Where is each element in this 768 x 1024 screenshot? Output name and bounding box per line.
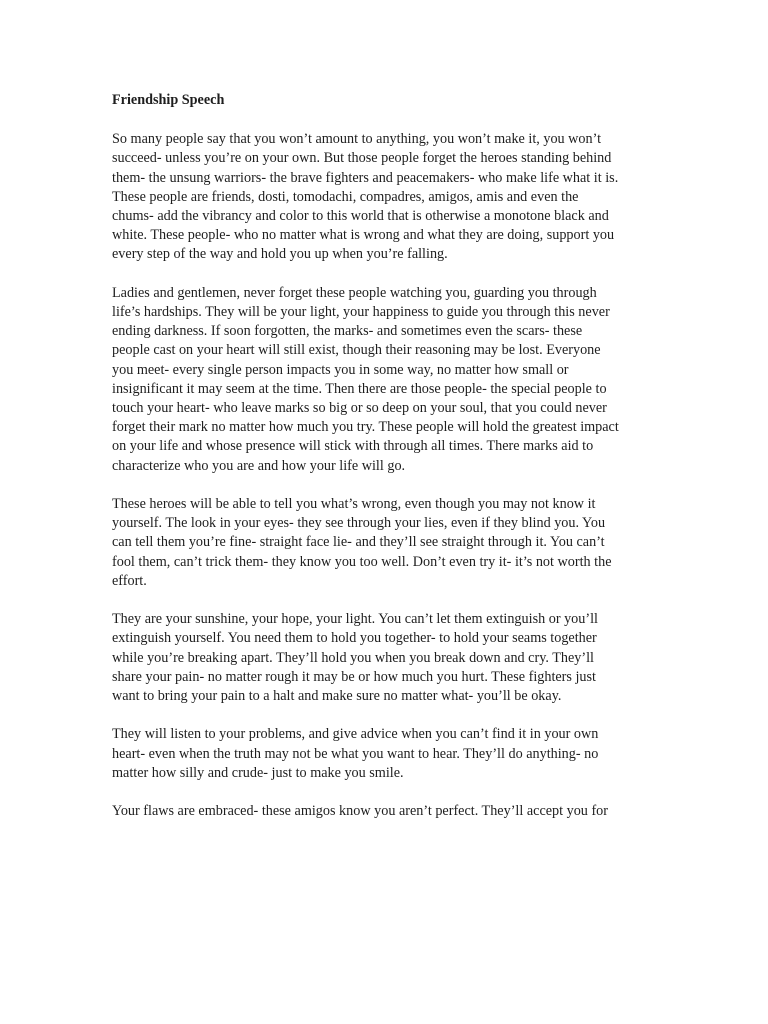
text-line: Ladies and gentlemen, never forget these people watching you, guarding you through xyxy=(112,284,597,301)
text-line: These heroes will be able to tell you what’s wrong, even though you may not know it xyxy=(112,496,596,513)
text-line: insignificant it may seem at the time. Then there are those people- the special people to xyxy=(112,380,607,397)
text-line: ending darkness. If soon forgotten, the marks- and sometimes even the scars- these xyxy=(112,323,583,340)
text-line: can tell them you’re fine- straight face lie- and they’ll see straight through it. You can’t xyxy=(112,534,605,551)
text-line: yourself. The look in your eyes- they see through your lies, even if they blind you. You xyxy=(112,515,606,532)
text-line: effort. xyxy=(112,572,147,589)
text-line: touch your heart- who leave marks so big or so deep on your soul, that you could never xyxy=(112,400,607,417)
text-line: matter how silly and crude- just to make you smile. xyxy=(112,764,404,781)
text-line: characterize who you are and how your life will go. xyxy=(112,457,406,474)
document-body xyxy=(112,91,672,841)
text-line: They will listen to your problems, and give advice when you can’t find it in your own xyxy=(112,726,599,743)
text-line: So many people say that you won’t amount to anything, you won’t make it, you won’t xyxy=(112,131,602,148)
text-line: forget their mark no matter how much you try. These people will hold the greatest impact xyxy=(112,419,619,436)
text-line: them- the unsung warriors- the brave fighters and peacemakers- who make life what it is. xyxy=(112,169,619,186)
paragraph-2 xyxy=(112,284,672,476)
text-line: extinguish yourself. You need them to hold you together- to hold your seams together xyxy=(112,630,597,647)
text-line: white. These people- who no matter what is wrong and what they are doing, support you xyxy=(112,227,615,244)
text-line: want to bring your pain to a halt and make sure no matter what- you’ll be okay. xyxy=(112,688,562,705)
text-line: on your life and whose presence will stick with through all times. There marks aid to xyxy=(112,438,594,455)
paragraph-3 xyxy=(112,495,672,591)
paragraph-6 xyxy=(112,802,672,821)
text-line: while you’re breaking apart. They’ll hold you when you break down and cry. They’ll xyxy=(112,649,594,666)
text-line: chums- add the vibrancy and color to this world that is otherwise a monotone black and xyxy=(112,208,609,225)
paragraph-1 xyxy=(112,130,672,264)
document-title: Friendship Speech xyxy=(112,92,225,108)
text-line: share your pain- no matter rough it may be or how much you hurt. These fighters just xyxy=(112,668,596,685)
text-line: life’s hardships. They will be your light, your happiness to guide you through this never xyxy=(112,304,610,321)
text-line: every step of the way and hold you up when you’re falling. xyxy=(112,246,448,263)
text-line: These people are friends, dosti, tomodachi, compadres, amigos, amis and even the xyxy=(112,188,579,205)
text-line: fool them, can’t trick them- they know you too well. Don’t even try it- it’s not worth the xyxy=(112,553,612,570)
paragraph-4 xyxy=(112,610,672,706)
text-line: They are your sunshine, your hope, your light. You can’t let them extinguish or you’ll xyxy=(112,611,598,628)
text-line: heart- even when the truth may not be what you want to hear. They’ll do anything- no xyxy=(112,745,599,762)
text-line: you meet- every single person impacts you in some way, no matter how small or xyxy=(112,361,569,378)
text-line: succeed- unless you’re on your own. But those people forget the heroes standing behind xyxy=(112,150,612,167)
paragraph-5 xyxy=(112,725,672,783)
text-line: Your flaws are embraced- these amigos know you aren’t perfect. They’ll accept you for xyxy=(112,803,608,820)
text-line: people cast on your heart will still exist, though their reasoning may be lost. Everyone xyxy=(112,342,601,359)
